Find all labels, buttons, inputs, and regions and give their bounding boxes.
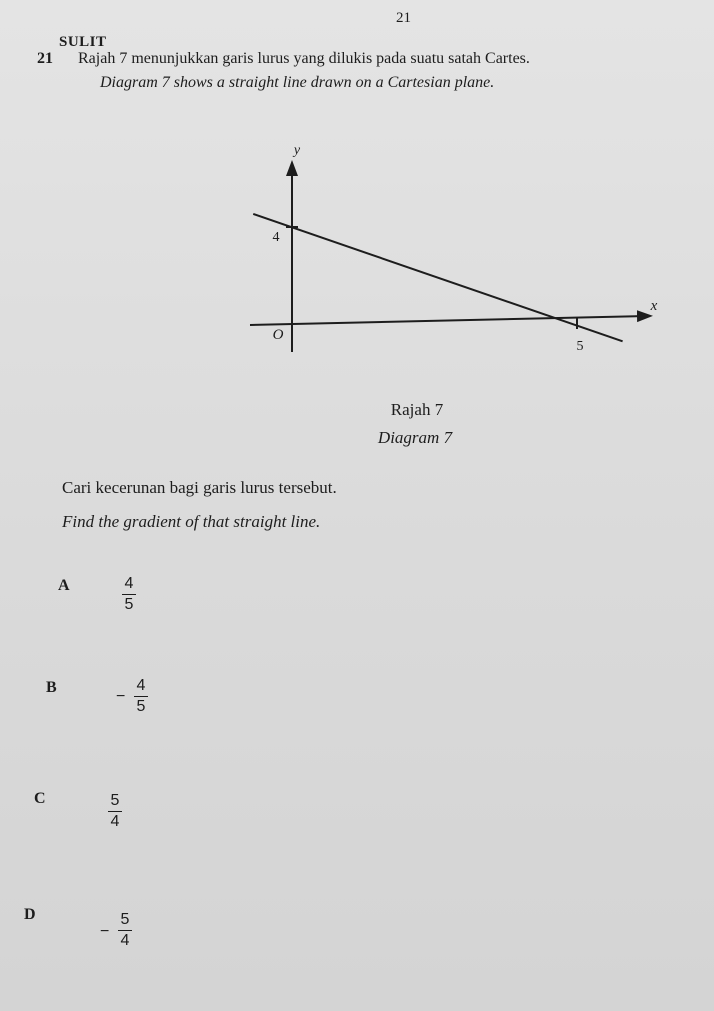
option-fraction [108, 792, 122, 831]
fraction-numerator: 5 [110, 792, 120, 809]
diagram-caption-malay: Rajah 7 [390, 400, 444, 419]
fraction-numerator: 5 [120, 911, 130, 928]
option-fraction [122, 575, 136, 614]
question-number: 21 [37, 50, 53, 67]
fraction-numerator: 4 [124, 575, 134, 592]
question-text-english: Diagram 7 shows a straight line drawn on a Cartesian plane. [100, 74, 495, 91]
option-letter: C [34, 790, 46, 807]
fraction-numerator: 4 [136, 677, 146, 694]
instruction-malay: Cari kecerunan bagi garis lurus tersebut. [62, 478, 337, 497]
x-axis [250, 316, 645, 325]
cartesian-diagram [240, 130, 680, 370]
question-text-malay: Rajah 7 menunjukkan garis lurus yang dilukis pada suatu satah Cartes. [78, 50, 530, 67]
fraction-denominator: 5 [136, 698, 146, 715]
option-letter: A [58, 577, 70, 594]
fraction-denominator: 5 [124, 596, 134, 613]
graph-line [253, 214, 622, 341]
option-letter: D [24, 906, 36, 923]
fraction-denominator: 4 [120, 932, 130, 949]
option-fraction [118, 911, 132, 950]
page-number: 21 [396, 10, 411, 26]
y-axis-label: y [293, 143, 301, 158]
header-label: SULIT [59, 34, 107, 50]
minus-sign: − [116, 688, 126, 705]
fraction-denominator: 4 [110, 813, 120, 830]
option-fraction [134, 677, 148, 716]
diagram-caption-english: Diagram 7 [377, 428, 453, 447]
x-intercept-label: 5 [576, 339, 584, 354]
origin-label: O [272, 327, 284, 343]
minus-sign: − [100, 923, 110, 940]
option-letter: B [46, 679, 57, 696]
instruction-english: Find the gradient of that straight line. [62, 512, 321, 531]
y-intercept-label: 4 [272, 230, 280, 245]
x-axis-label: x [650, 298, 658, 314]
